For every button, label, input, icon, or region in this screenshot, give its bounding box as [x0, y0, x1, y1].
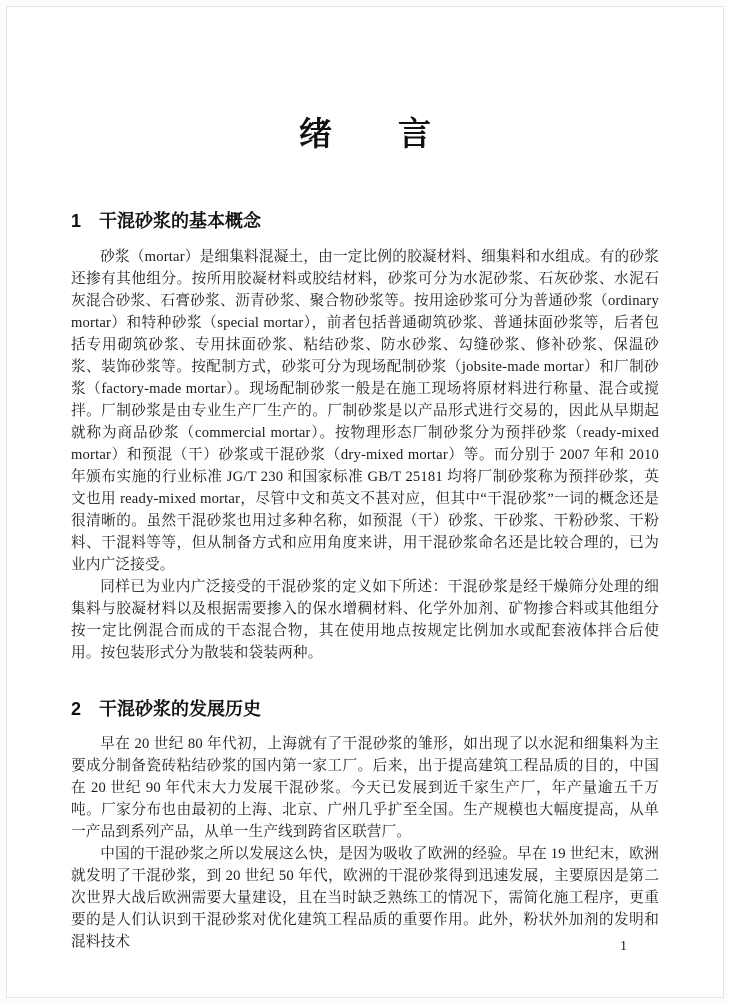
section-development-history: [71, 698, 659, 953]
page-number: 1: [620, 939, 627, 954]
paragraph-china-history: 早在 20 世纪 80 年代初，上海就有了干混砂浆的雏形，如出现了以水泥和细集料为主要成分制备瓷砖粘结砂浆的国内第一家工厂。后来，出于提高建筑工程品质的目的，中国在 20 世纪 90 年代末大力发展干混砂浆。今天已发展到近千家生产厂，年产量逾五千万吨。厂家分布也由最初的上海、北京、广州几乎扩至全国。生产规模也大幅度提高，从单一产品到系列产品，从单一生产线到跨省区联营厂。: [71, 736, 659, 841]
section-basic-concepts: [71, 210, 659, 663]
section-1-heading: 1 干混砂浆的基本概念: [71, 211, 262, 232]
paragraph-dry-mix-definition: 同样已为业内广泛接受的干混砂浆的定义如下所述：干混砂浆是经干燥筛分处理的细集料与胶凝材料以及根据需要掺入的保水增稠材料、化学外加剂、矿物掺合料或其他组分按一定比例混合而成的干态混合物，其在使用地点按规定比例加水或配套液体拌合后使用。按包装形式分为散装和袋装两种。: [71, 578, 659, 661]
paragraph-mortar-definition: 砂浆（mortar）是细集料混凝土，由一定比例的胶凝材料、细集料和水组成。有的砂浆还掺有其他组分。按所用胶凝材料或胶结材料，砂浆可分为水泥砂浆、石灰砂浆、水泥石灰混合砂浆、石膏砂浆、沥青砂浆、聚合物砂浆等。按用途砂浆可分为普通砂浆（ordinary mortar）和特种砂浆（special mortar），前者包括普通砌筑砂浆、普通抹面砂浆等，后者包括专用砌筑砂浆、专用抹面砂浆、粘结砂浆、防水砂浆、勾缝砂浆、修补砂浆、保温砂浆、装饰砂浆等。按配制方式，砂浆可分为现场配制砂浆（jobsite-made mortar）和厂制砂浆（factory-made mortar）。现场配制砂浆一般是在施工现场将原材料进行称量、混合或搅拌。厂制砂浆是由专业生产厂生产的。厂制砂浆是以产品形式进行交易的，因此从早期起就称为商品砂浆（commercial mortar）。按物理形态厂制砂浆分为预拌砂浆（ready-mixed mortar）和预混（干）砂浆或干混砂浆（dry-mixed mortar）等。而分别于 2007 年和 2010 年颁布实施的行业标准 JG/T 230 和国家标准 GB/T 25181 均将厂制砂浆称为预拌砂浆，英文也用 ready-mixed mortar，尽管中文和英文不甚对应，但其中“干混砂浆”一词的概念还是很清晰的。虽然干混砂浆也用过多种名称，如预混（干）砂浆、干砂浆、干粉砂浆、干粉料、干混料等等，但从制备方式和应用角度来讲，用干混砂浆命名还是比较合理的，已为业内广泛接受。: [71, 248, 659, 573]
paragraph-europe-history: 中国的干混砂浆之所以发展这么快，是因为吸收了欧洲的经验。早在 19 世纪末，欧洲就发明了干混砂浆，到 20 世纪 50 年代，欧洲的干混砂浆得到迅速发展，主要原因是第二次世界大战后欧洲需要大量建设，且在当时缺乏熟练工的情况下，需简化施工程序，更重要的是人们认识到干混砂浆对优化建筑工程品质的重要作用。此外，粉状外加剂的发明和混料技术: [71, 846, 659, 951]
book-page: [6, 6, 724, 998]
page-title: 绪 言: [299, 115, 431, 152]
section-2-heading: 2 干混砂浆的发展历史: [71, 698, 262, 719]
